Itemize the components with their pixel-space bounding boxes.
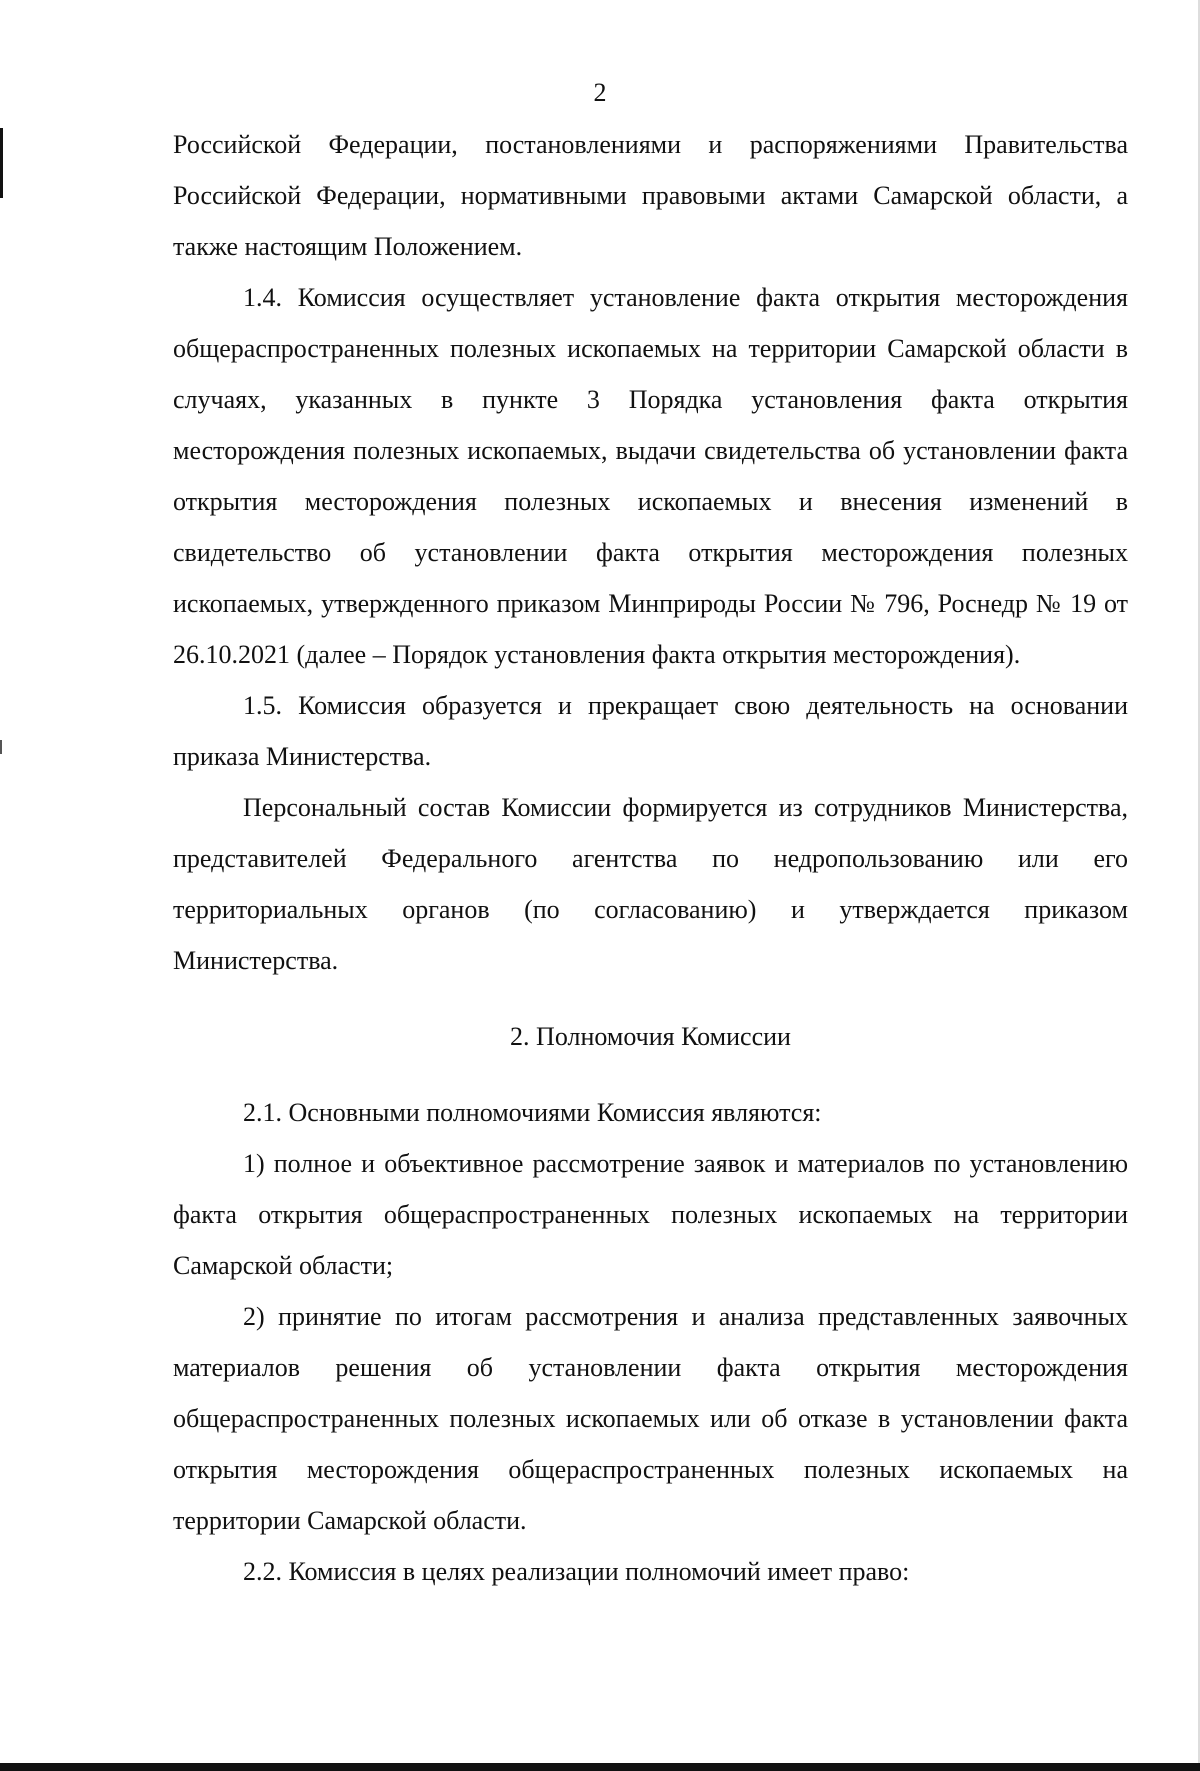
page-number: 2 [593, 78, 607, 107]
scan-edge-mark [0, 740, 2, 754]
paragraph-commission-staff: Персональный состав Комиссии формируется из сотрудников Министерства, представителей Федерального агентства по недропользованию или его территориальных органов (по согласованию) и утверждается приказом Министерства. [173, 793, 1128, 975]
paragraph-1-5: 1.5. Комиссия образуется и прекращает свою деятельность на основании приказа Министерства. [173, 691, 1128, 771]
paragraph-1-4: 1.4. Комиссия осуществляет установление факта открытия месторождения общераспространенных полезных ископаемых на территории Самарской области в случаях, указанных в пункте 3 Порядка установления факта открытия месторождения полезных ископаемых, выдачи свидетельства об установлении факта открытия месторождения полезных ископаемых и внесения изменений в свидетельство об установлении факта открытия месторождения полезных ископаемых, утвержденного приказом Минприроды России № 796, Роснедр № 19 от 26.10.2021 (далее – Порядок установления факта открытия месторождения). [173, 283, 1128, 669]
scan-edge-mark [0, 128, 3, 198]
paragraph-2-1: 2.1. Основными полномочиями Комиссия являются: [243, 1098, 822, 1127]
paragraph-2-1-item-2: 2) принятие по итогам рассмотрения и анализа представленных заявочных материалов решения об установлении факта открытия месторождения общераспространенных полезных ископаемых или об отказе в установлении факта открытия месторождения общераспространенных полезных ископаемых на территории Самарской области. [173, 1302, 1128, 1535]
document-body [173, 119, 1128, 1597]
scan-bottom-border [0, 1763, 1200, 1771]
paragraph-2-2: 2.2. Комиссия в целях реализации полномочий имеет право: [243, 1557, 910, 1586]
section-heading-2: 2. Полномочия Комиссии [510, 1022, 791, 1051]
paragraph-2-1-item-1: 1) полное и объективное рассмотрение заявок и материалов по установлению факта открытия общераспространенных полезных ископаемых на территории Самарской области; [173, 1149, 1128, 1280]
paragraph-intro-continued: Российской Федерации, постановлениями и распоряжениями Правительства Российской Федерации, нормативными правовыми актами Самарской области, а также настоящим Положением. [173, 130, 1128, 261]
